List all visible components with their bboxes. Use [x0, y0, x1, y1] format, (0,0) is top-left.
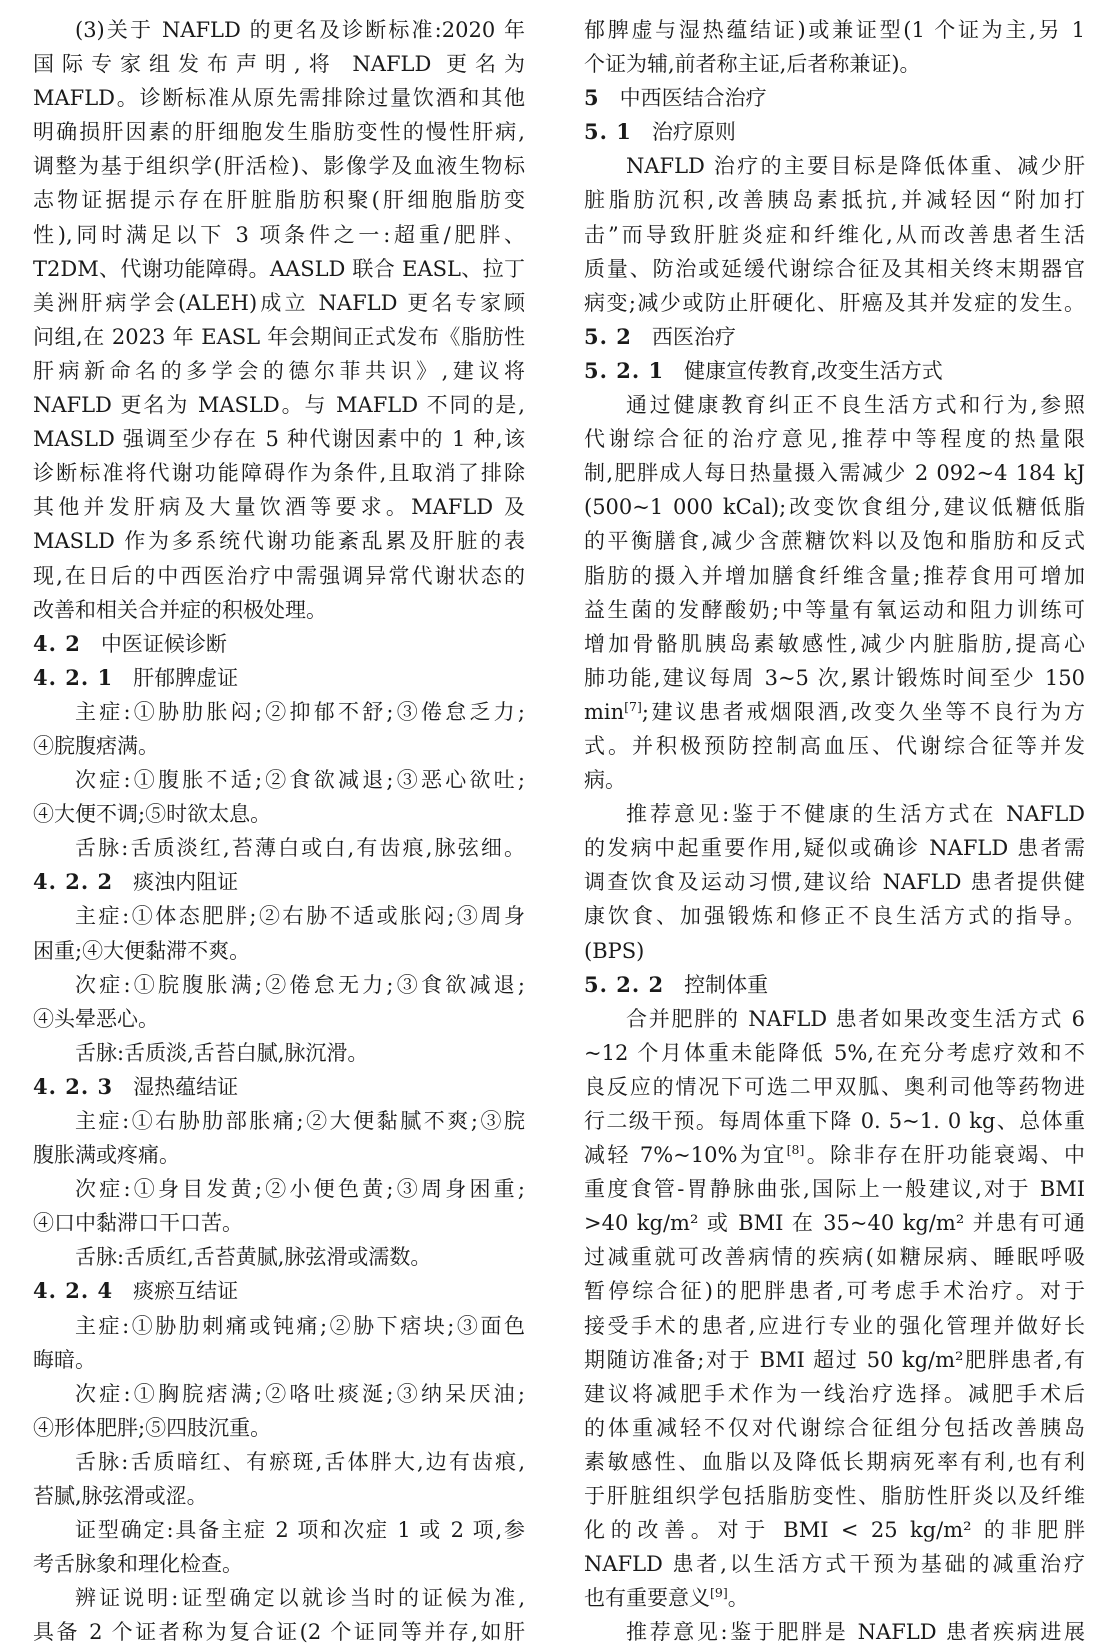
text-line: 式。并积极预防控制高血压、代谢综合征等并发 [584, 733, 1085, 758]
text-line: 舌脉:舌质暗红、有瘀斑,舌体胖大,边有齿痕, [75, 1449, 525, 1474]
text-line: NAFLD 患者,以生活方式干预为基础的减重治疗 [584, 1552, 1085, 1577]
section-number: 5. 1 [584, 119, 632, 145]
text-line: 具备 2 个证者称为复合证(2 个证同等并存,如肝 [33, 1620, 525, 1645]
text-line: 改善和相关合并症的积极处理。 [33, 597, 327, 622]
text-line: NAFLD 更名为 MASLD。与 MAFLD 不同的是, [33, 393, 525, 418]
reference-superscript: [7] [624, 698, 642, 714]
text-line: 病变;减少或防止肝硬化、肝癌及其并发症的发生。 [584, 290, 1085, 315]
text-line: ~12 个月体重未能降低 5%,在充分考虑疗效和不 [584, 1040, 1085, 1065]
text-line: 调整为基于组织学(肝活检)、影像学及血液生物标 [33, 154, 525, 179]
text-line: 次症:①胸脘痞满;②咯吐痰涎;③纳呆厌油; [75, 1381, 525, 1406]
section-title: 肝郁脾虚证 [133, 665, 239, 690]
section-heading [584, 115, 1085, 149]
text-line: 舌脉:舌质淡,舌苔白腻,脉沉滑。 [75, 1040, 369, 1065]
section-title: 痰瘀互结证 [133, 1279, 239, 1304]
text-line: 的发病中起重要作用,疑似或确诊 NAFLD 患者需 [584, 836, 1085, 861]
text-line: ④脘腹痞满。 [33, 733, 159, 758]
text-line: 肺功能,建议每周 3~5 次,累计锻炼时间至少 150 [584, 665, 1085, 690]
text-line: 主症:①右胁肋部胀痛;②大便黏腻不爽;③脘 [75, 1109, 525, 1133]
text-line: 辨证说明:证型确定以就诊当时的证候为准, [75, 1586, 525, 1611]
text-line: T2DM、代谢功能障碍。AASLD 联合 EASL、拉丁 [33, 256, 525, 281]
text-line: 困重;④大便黏滞不爽。 [33, 938, 251, 963]
text-line: 郁脾虚与湿热蕴结证)或兼证型(1 个证为主,另 1 [584, 18, 1085, 42]
text-line: ④头晕恶心。 [33, 1006, 159, 1031]
text-line: 行二级干预。每周体重下降 0. 5~1. 0 kg、总体重 [584, 1109, 1085, 1133]
section-heading [33, 1070, 525, 1104]
text-line: 的体重减轻不仅对代谢综合征组分包括改善胰岛 [584, 1415, 1085, 1440]
text-line: ④口中黏滞口干口苦。 [33, 1211, 243, 1236]
text-line: 康饮食、加强锻炼和修正不良生活方式的指导。 [584, 904, 1085, 929]
section-heading [584, 968, 1085, 1002]
text-line: 次症:①身目发黄;②小便色黄;③周身困重; [75, 1177, 525, 1202]
section-heading [33, 627, 525, 661]
text-line: 舌脉:舌质淡红,苔薄白或白,有齿痕,脉弦细。 [75, 836, 525, 861]
text-line: 制,肥胖成人每日热量摄入需减少 2 092~4 184 kJ [584, 461, 1085, 486]
text-line: 晦暗。 [33, 1347, 96, 1372]
reference-superscript: [9] [710, 1585, 728, 1601]
text-line: 个证为辅,前者称主证,后者称兼证)。 [584, 52, 921, 77]
text-line: 接受手术的患者,应进行专业的强化管理并做好长 [584, 1313, 1085, 1338]
text-line: 诊断标准将代谢功能障碍作为条件,且取消了排除 [33, 461, 525, 486]
text-line: 主症:①胁肋胀闷;②抑郁不舒;③倦怠乏力; [75, 699, 525, 724]
section-title: 控制体重 [684, 972, 769, 997]
text-line: 考舌脉象和理化检查。 [33, 1552, 243, 1577]
text-line: ④形体肥胖;⑤四肢沉重。 [33, 1415, 272, 1440]
text-line: 过减重就可改善病情的疾病(如糖尿病、睡眠呼吸 [584, 1245, 1085, 1270]
section-number: 4. 2. 3 [33, 1073, 114, 1099]
text-line: 证型确定:具备主症 2 项和次症 1 或 2 项,参 [75, 1518, 525, 1543]
left-column [33, 13, 525, 1648]
text-line: 化的改善。对于 BMI < 25 kg/m² 的非肥胖 [584, 1518, 1085, 1543]
text-line: ④大便不调;⑤时欲太息。 [33, 802, 272, 827]
text-line: 推荐意见:鉴于肥胖是 NAFLD 患者疾病进展 [626, 1620, 1085, 1645]
text-line: 调查饮食及运动习惯,建议给 NAFLD 患者提供健 [584, 870, 1085, 895]
text-line: 良反应的情况下可选二甲双胍、奥利司他等药物进 [584, 1074, 1085, 1099]
text-line: 主症:①体态肥胖;②右胁不适或胀闷;③周身 [75, 904, 525, 929]
text-line: 暂停综合征)的肥胖患者,可考虑手术治疗。对于 [584, 1279, 1085, 1304]
section-heading [584, 354, 1085, 388]
section-number: 4. 2. 1 [33, 664, 114, 690]
text-line: 次症:①腹胀不适;②食欲减退;③恶心欲吐; [75, 768, 525, 793]
section-heading [33, 1274, 525, 1308]
text-line: 素敏感性、血脂以及降低长期病死率有利,也有利 [584, 1449, 1085, 1474]
section-heading [584, 320, 1085, 354]
text-line: 推荐意见:鉴于不健康的生活方式在 NAFLD [626, 802, 1085, 827]
section-heading [33, 661, 525, 695]
section-number: 5. 2. 1 [584, 357, 665, 383]
text-line: 性),同时满足以下 3 项条件之一:超重/肥胖、 [33, 222, 525, 247]
text-line: 志物证据提示存在肝脏脂肪积聚(肝细胞脂肪变 [33, 188, 525, 213]
text-line: MASLD 作为多系统代谢功能紊乱累及肝脏的表 [33, 529, 525, 554]
section-title: 健康宣传教育,改变生活方式 [684, 358, 943, 383]
text-line: 合并肥胖的 NAFLD 患者如果改变生活方式 6 [626, 1006, 1085, 1031]
section-number: 4. 2. 4 [33, 1278, 114, 1304]
text-line: 于肝脏组织学包括脂肪变性、脂肪性肝炎以及纤维 [584, 1484, 1085, 1509]
text-line: 舌脉:舌质红,舌苔黄腻,脉弦滑或濡数。 [75, 1245, 432, 1270]
text-line: (500~1 000 kCal);改变饮食组分,建议低糖低脂 [584, 495, 1085, 520]
section-title: 湿热蕴结证 [133, 1074, 239, 1099]
text-line: 主症:①胁肋刺痛或钝痛;②胁下痞块;③面色 [75, 1313, 525, 1338]
section-title: 中医证候诊断 [100, 631, 227, 656]
text-line: 击”而导致肝脏炎症和纤维化,从而改善患者生活 [584, 222, 1085, 247]
text-line: 肝病新命名的多学会的德尔菲共识》,建议将 [33, 358, 525, 383]
text-line: 也有重要意义[9]。 [584, 1585, 749, 1611]
text-line: min[7];建议患者戒烟限酒,改变久坐等不良行为方 [584, 698, 1085, 724]
text-line: 重度食管-胃静脉曲张,国际上一般建议,对于 BMI [584, 1177, 1085, 1202]
section-title: 痰浊内阻证 [133, 870, 239, 895]
text-line: 次症:①脘腹胀满;②倦怠无力;③食欲减退; [75, 972, 525, 997]
text-line: 问组,在 2023 年 EASL 年会期间正式发布《脂肪性 [33, 324, 525, 349]
text-line: (BPS) [584, 938, 645, 963]
text-line: MASLD 强调至少存在 5 种代谢因素中的 1 种,该 [33, 427, 525, 452]
text-line: >40 kg/m² 或 BMI 在 35~40 kg/m² 并患有可通 [584, 1211, 1085, 1236]
text-line: (3)关于 NAFLD 的更名及诊断标准:2020 年 [75, 18, 525, 42]
text-line: 美洲肝病学会(ALEH)成立 NAFLD 更名专家顾 [33, 290, 525, 315]
section-title: 治疗原则 [651, 120, 736, 145]
section-number: 5. 2. 2 [584, 971, 665, 997]
text-line: 期随访准备;对于 BMI 超过 50 kg/m²肥胖患者,有 [584, 1347, 1085, 1372]
text-line: 脏脂肪沉积,改善胰岛素抵抗,并减轻因“附加打 [584, 188, 1085, 213]
text-line: 脂肪的摄入并增加膳食纤维含量;推荐食用可增加 [584, 563, 1085, 588]
section-number: 4. 2 [33, 630, 81, 656]
section-number: 5 [584, 85, 600, 111]
section-heading [584, 81, 1085, 115]
text-line: 的平衡膳食,减少含蔗糖饮料以及饱和脂肪和反式 [584, 529, 1085, 554]
text-line: NAFLD 治疗的主要目标是降低体重、减少肝 [626, 154, 1085, 179]
text-line: 益生菌的发酵酸奶;中等量有氧运动和阻力训练可 [584, 597, 1085, 622]
text-line: 通过健康教育纠正不良生活方式和行为,参照 [626, 393, 1085, 418]
text-line: MAFLD。诊断标准从原先需排除过量饮酒和其他 [33, 86, 525, 111]
text-line: 国际专家组发布声明,将 NAFLD 更名为 [33, 52, 525, 77]
text-line: 腹胀满或疼痛。 [33, 1143, 180, 1168]
text-line: 增加骨骼肌胰岛素敏感性,减少内脏脂肪,提高心 [584, 631, 1085, 656]
text-line: 代谢综合征的治疗意见,推荐中等程度的热量限 [584, 427, 1085, 452]
section-number: 4. 2. 2 [33, 869, 114, 895]
reference-superscript: [8] [786, 1142, 805, 1158]
text-line: 病。 [584, 768, 626, 793]
text-line: 减轻 7%~10%为宜[8]。除非存在肝功能衰竭、中 [584, 1142, 1086, 1168]
right-column [584, 13, 1085, 1648]
section-title: 中西医结合治疗 [619, 86, 767, 111]
text-line: 质量、防治或延缓代谢综合征及其相关终末期器官 [584, 256, 1085, 281]
text-line: 苔腻,脉弦滑或涩。 [33, 1484, 208, 1509]
text-line: 明确损肝因素的肝细胞发生脂肪变性的慢性肝病, [33, 120, 525, 145]
text-line: 建议将减肥手术作为一线治疗选择。减肥手术后 [584, 1381, 1085, 1406]
section-number: 5. 2 [584, 323, 632, 349]
section-heading [33, 865, 525, 899]
text-line: 现,在日后的中西医治疗中需强调异常代谢状态的 [33, 563, 525, 588]
text-line: 其他并发肝病及大量饮酒等要求。MAFLD 及 [33, 495, 525, 520]
section-title: 西医治疗 [651, 324, 736, 349]
